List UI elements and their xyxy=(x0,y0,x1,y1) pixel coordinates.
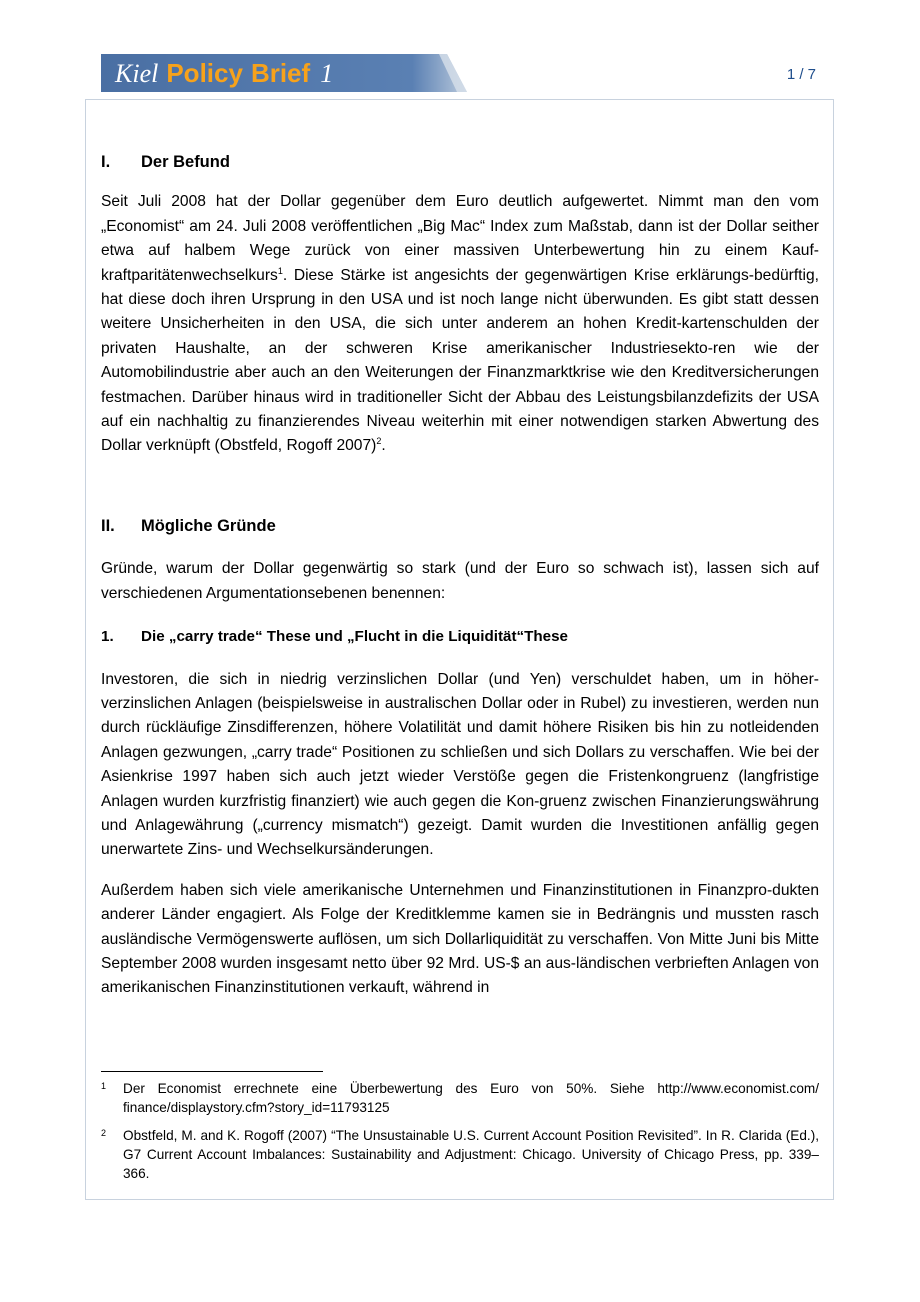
paragraph-carry-trade-1: Investoren, die sich in niedrig verzinslichen Dollar (und Yen) verschuldet haben, um in höher-verzinslichen Anlagen (beispielsweise in australischen Dollar oder in Rubel) zu investieren, werden nun durch rückläufige Zinsdifferenzen, höhere Volatilität und damit höhere Risiken bis hin zu notleidenden Anlagen gezwungen, „carry trade“ Positionen zu schließen und sich Dollars zu verschaffen. Wie bei der Asienkrise 1997 haben sich auch jetzt wieder Verstöße gegen die Fristenkongruenz (langfristige Anlagen wurden kurzfristig finanziert) wie auch gegen die Kon-gruenz zwischen Finanzierungswährung und Anlagewährung („currency mismatch“) gezeigt. Damit wurden die Investitionen anfällig gegen unerwartete Zins- und Wechselkursänderungen. xyxy=(101,670,819,859)
footnote-number: 2 xyxy=(101,1127,107,1138)
paragraph-carry-trade-2: Außerdem haben sich viele amerikanische Unternehmen und Finanzinstitutionen in Finanzpro-dukten anderer Länder engagiert. Als Folge der Kreditklemme kamen sie in Bedrängnis und mussten rasch ausländische Vermögenswerte auflösen, um sich Dollarliquidität zu verschaffen. Von Mitte Juni bis Mitte September 2008 wurden insgesamt netto über 92 Mrd. US-$ an aus-ländischen verbrieften Anlagen von amerikanischen Finanzinstitutionen verkauft, während in xyxy=(101,881,819,997)
paragraph-befund xyxy=(101,190,819,458)
brand-policy: Policy xyxy=(166,58,243,88)
subsection-heading-carry-trade xyxy=(101,625,819,649)
subsection-number: 1. xyxy=(101,628,114,646)
footnote-number: 1 xyxy=(101,1081,107,1091)
document-body xyxy=(101,150,819,1001)
subsection-title: Die „carry trade“ These und „Flucht in die Liquidität“These xyxy=(141,628,569,646)
header-band xyxy=(101,54,467,92)
paragraph-text: . xyxy=(381,437,386,455)
footnote-2 xyxy=(101,1126,819,1184)
section-heading-gruende xyxy=(101,514,819,538)
footnote-ref-2: 2 xyxy=(376,436,382,447)
brand-logo xyxy=(115,56,333,90)
section-title: Mögliche Gründe xyxy=(141,516,276,535)
paragraph-text: Seit Juli 2008 hat der Dollar gegenüber dem Euro deutlich aufgewertet. Nimmt man den vom „Economist“ am 24. Juli 2008 veröffentlichen „Big Mac“ Index zum Maßstab, dann ist der Dollar seither etwa auf halbem Wege zurück von einer massiven Unterbewertung hin zu einem Kauf-kraftparitätenwechselkurs xyxy=(101,193,819,284)
footnote-separator xyxy=(101,1071,323,1072)
section-number: II. xyxy=(101,516,115,535)
footnote-ref-1: 1 xyxy=(277,265,283,276)
brand-kiel: Kiel xyxy=(115,59,159,88)
paragraph-gruende-intro: Gründe, warum der Dollar gegenwärtig so stark (und der Euro so schwach ist), lassen sich auf verschiedenen Argumentationsebenen benennen: xyxy=(101,560,819,602)
footnotes xyxy=(101,1079,819,1191)
paragraph-text: . Diese Stärke ist angesichts der gegenwärtigen Krise erklärungs-bedürftig, hat diese doch ihren Ursprung in den USA und ist noch lange nicht überwunden. Es gibt statt dessen weitere Unsicherheiten in den USA, die sich unter anderem an hohen Kredit-kartenschulden der privaten Haushalte, an der schweren Krise amerikanischer Industriesekto-ren wie der Automobilindustrie aber auch an den Weiterungen der Finanzmarktkrise wie den Kreditversicherungen festmachen. Darüber hinaus wird in traditioneller Sicht der Abbau des Leistungsbilanzdefizits der USA auf ein nachhaltig zu finanzierendes Niveau weiterhin mit einer notwendigen starken Abwertung des Dollar verknüpft (Obstfeld, Rogoff 2007) xyxy=(101,266,819,455)
brand-number: 1 xyxy=(320,59,334,88)
brand-brief: Brief xyxy=(250,58,311,88)
footnote-text: Der Economist errechnete eine Überbewertung des Euro von 50%. Siehe http://www.economist.com/ finance/displaystory.cfm?story_id=11793125 xyxy=(123,1081,819,1116)
section-number: I. xyxy=(101,153,111,171)
footnote-1 xyxy=(101,1079,819,1118)
section-title: Der Befund xyxy=(141,153,230,171)
footnote-text: Obstfeld, M. and K. Rogoff (2007) “The Unsustainable U.S. Current Account Position Revisited”. In R. Clarida (Ed.), G7 Current Account Imbalances: Sustainability and Adjustment: Chicago. University of Chicago Press, pp. 339–366. xyxy=(123,1127,819,1182)
page-number: 1 / 7 xyxy=(786,66,816,83)
section-heading-befund xyxy=(101,150,819,174)
